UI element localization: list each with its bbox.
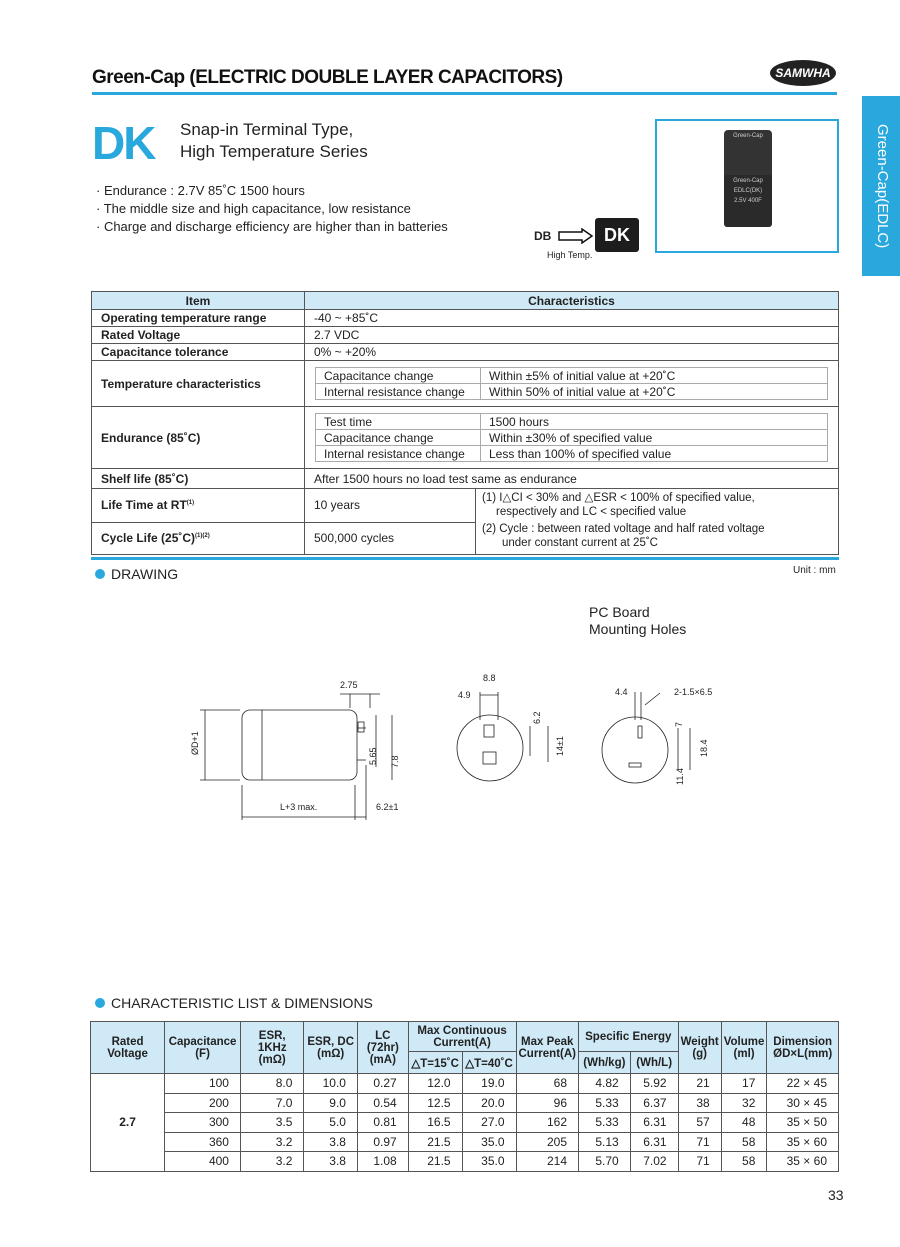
table-cell: 1.08 <box>357 1152 408 1172</box>
cap-brand-text: Green-Cap <box>733 133 763 139</box>
table-cell: 0.81 <box>357 1113 408 1133</box>
dim-label: 7 <box>674 721 684 727</box>
table-row <box>91 1132 839 1152</box>
col-dimension-unit: ØD×L(mm) <box>773 1047 833 1060</box>
dim-label: 6.2 <box>532 711 542 724</box>
subtable-key: Internal resistance change <box>316 384 481 400</box>
subtable-value: Within 50% of initial value at +20˚C <box>481 384 828 400</box>
col-capacitance-label: Capacitance <box>168 1035 237 1048</box>
spec-row <box>92 344 839 361</box>
page-title: Green-Cap (ELECTRIC DOUBLE LAYER CAPACITORS) <box>92 67 563 88</box>
table-cell: 3.8 <box>304 1132 358 1152</box>
spec-row <box>92 407 839 469</box>
table-cell: 48 <box>721 1113 767 1133</box>
col-weight-unit: (g) <box>692 1047 707 1060</box>
unit-note: Unit : mm <box>793 565 836 576</box>
list-table-wrap <box>90 1021 839 1172</box>
table-cell: 0.54 <box>357 1093 408 1113</box>
table-cell: 5.92 <box>630 1074 678 1094</box>
subtable-key: Internal resistance change <box>316 446 481 462</box>
subtable-value: Less than 100% of specified value <box>481 446 828 462</box>
table-cell: 38 <box>678 1093 721 1113</box>
feature-item: · Endurance : 2.7V 85˚C 1500 hours <box>96 183 305 198</box>
table-cell: 4.82 <box>579 1074 631 1094</box>
col-esr-dc-unit: (mΩ) <box>317 1047 345 1060</box>
table-cell: 5.33 <box>579 1093 631 1113</box>
table-row <box>91 1093 839 1113</box>
spec-value: -40 ~ +85˚C <box>305 310 839 327</box>
table-cell: 35.0 <box>462 1152 516 1172</box>
table-cell: 7.0 <box>240 1093 303 1113</box>
table-cell: 6.37 <box>630 1093 678 1113</box>
dim-label: 4.4 <box>615 687 628 697</box>
table-cell: 35.0 <box>462 1132 516 1152</box>
rated-voltage-cell: 2.7 <box>91 1074 165 1172</box>
dim-label: L+3 max. <box>280 802 318 812</box>
series-subtitle-line2: High Temperature Series <box>180 142 368 161</box>
mounting-holes-label: Mounting Holes <box>589 621 687 637</box>
spec-subtable-cell <box>305 361 839 407</box>
table-cell: 300 <box>165 1113 241 1133</box>
lineage-to: DK <box>595 218 639 252</box>
temp-char-subtable <box>315 367 828 400</box>
col-max-peak: Max Peak Current(A) <box>516 1022 579 1074</box>
table-cell: 17 <box>721 1074 767 1094</box>
characteristic-list-table <box>90 1021 839 1172</box>
lineage-from: DB <box>534 229 552 243</box>
table-row <box>91 1152 839 1172</box>
feature-item: · The middle size and high capacitance, low resistance <box>96 201 411 216</box>
spec-table-wrap <box>91 291 839 555</box>
cycle-note-cell <box>476 522 839 554</box>
col-dimension-label: Dimension <box>773 1035 833 1048</box>
col-rated-voltage: Rated Voltage <box>91 1022 165 1074</box>
table-row <box>91 1113 839 1133</box>
table-cell: 20.0 <box>462 1093 516 1113</box>
subtable-key: Test time <box>316 414 481 430</box>
table-cell: 12.5 <box>408 1093 462 1113</box>
col-weight <box>678 1022 721 1074</box>
col-capacitance-unit: (F) <box>195 1047 210 1060</box>
bullet-dot-icon <box>95 569 105 579</box>
bullet-dot-icon <box>95 998 105 1008</box>
bottom-view <box>457 692 548 781</box>
col-whkg: (Wh/kg) <box>579 1052 631 1074</box>
page-number: 33 <box>828 1187 844 1203</box>
table-cell: 58 <box>721 1132 767 1152</box>
col-esr-1khz <box>240 1022 303 1074</box>
table-cell: 8.0 <box>240 1074 303 1094</box>
col-whl: (Wh/L) <box>630 1052 678 1074</box>
table-cell: 71 <box>678 1132 721 1152</box>
table-cell: 35 × 60 <box>767 1132 839 1152</box>
table-cell: 35 × 60 <box>767 1152 839 1172</box>
table-cell: 400 <box>165 1152 241 1172</box>
feature-item: · Charge and discharge efficiency are higher than in batteries <box>96 219 448 234</box>
table-cell: 3.2 <box>240 1132 303 1152</box>
dim-label: 6.2±1 <box>376 802 399 812</box>
col-esr-dc <box>304 1022 358 1074</box>
lineage-note: High Temp. <box>547 250 593 260</box>
cap-model-text: EDLC(DK) <box>733 188 763 194</box>
spec-label: Rated Voltage <box>92 327 305 344</box>
spec-header-item: Item <box>92 292 305 310</box>
col-lc <box>357 1022 408 1074</box>
dim-label: 4.9 <box>458 690 471 700</box>
subtable-key: Capacitance change <box>316 368 481 384</box>
spec-value: 0% ~ +20% <box>305 344 839 361</box>
table-cell: 35 × 50 <box>767 1113 839 1133</box>
spec-row <box>92 361 839 407</box>
spec-label <box>92 522 305 554</box>
cap-rating-text: 2.5V 400F <box>734 198 762 204</box>
table-cell: 0.27 <box>357 1074 408 1094</box>
cycle-label: Cycle Life (25˚C) <box>101 531 196 545</box>
note-2b: under constant current at 25˚C <box>502 536 658 549</box>
table-cell: 214 <box>516 1152 579 1172</box>
dim-label: 5.65 <box>368 747 378 765</box>
table-cell: 19.0 <box>462 1074 516 1094</box>
table-cell: 12.0 <box>408 1074 462 1094</box>
dim-label: 7.8 <box>390 755 400 768</box>
spec-label <box>92 489 305 523</box>
table-cell: 68 <box>516 1074 579 1094</box>
col-weight-label: Weight <box>680 1035 719 1048</box>
col-volume-label: Volume <box>723 1035 765 1048</box>
cycle-footnote: (1)(2) <box>195 533 210 539</box>
table-cell: 57 <box>678 1113 721 1133</box>
table-cell: 21.5 <box>408 1152 462 1172</box>
table-cell: 5.13 <box>579 1132 631 1152</box>
spec-row <box>92 522 839 554</box>
title-rule <box>92 92 837 95</box>
table-cell: 6.31 <box>630 1113 678 1133</box>
col-capacitance <box>165 1022 241 1074</box>
col-dt40: △T=40˚C <box>462 1052 516 1074</box>
dim-label: 18.4 <box>699 739 709 757</box>
spec-label: Shelf life (85˚C) <box>92 469 305 489</box>
drawing-title: DRAWING <box>111 566 179 582</box>
dim-label: 8.8 <box>483 673 496 683</box>
dim-label: 2.75 <box>340 680 358 690</box>
spec-label: Endurance (85˚C) <box>92 407 305 469</box>
spec-header-row <box>92 292 839 310</box>
table-cell: 10.0 <box>304 1074 358 1094</box>
table-cell: 205 <box>516 1132 579 1152</box>
table-cell: 27.0 <box>462 1113 516 1133</box>
cap-brand-text: Green-Cap <box>733 178 763 184</box>
dim-label: ØD+1 <box>190 731 200 755</box>
life-footnote: (1) <box>186 500 195 507</box>
note-2a: (2) Cycle : between rated voltage and half rated voltage <box>482 523 765 535</box>
spec-value: 10 years <box>305 489 476 523</box>
spec-label: Temperature characteristics <box>92 361 305 407</box>
spec-subtable-cell <box>305 407 839 469</box>
table-row <box>91 1074 839 1094</box>
note-1b: respectively and LC < specified value <box>496 505 687 518</box>
table-cell: 7.02 <box>630 1152 678 1172</box>
table-cell: 3.8 <box>304 1152 358 1172</box>
dim-label: 14±1 <box>555 736 565 756</box>
side-tab-label: Green-Cap(EDLC) <box>874 124 891 249</box>
samwha-logo: SAMWHA <box>770 60 836 86</box>
subtable-value: 1500 hours <box>481 414 828 430</box>
capacitor-image-front <box>724 175 772 227</box>
series-subtitle-line1: Snap-in Terminal Type, <box>180 120 354 139</box>
spec-row <box>92 327 839 344</box>
subtable-value: Within ±30% of specified value <box>481 430 828 446</box>
list-header-row <box>91 1022 839 1052</box>
col-specific-energy: Specific Energy <box>579 1022 679 1052</box>
col-esr-dc-label: ESR, DC <box>307 1035 355 1048</box>
table-cell: 5.70 <box>579 1152 631 1172</box>
col-volume-unit: (ml) <box>733 1047 755 1060</box>
spec-value: After 1500 hours no load test same as endurance <box>305 469 839 489</box>
list-table-body <box>91 1074 839 1172</box>
list-section-heading <box>95 995 373 1011</box>
table-cell: 5.33 <box>579 1113 631 1133</box>
table-cell: 30 × 45 <box>767 1093 839 1113</box>
lineage-arrow-icon <box>558 228 594 244</box>
spec-value: 500,000 cycles <box>305 522 476 554</box>
series-code: DK <box>92 117 155 169</box>
table-cell: 162 <box>516 1113 579 1133</box>
table-cell: 21 <box>678 1074 721 1094</box>
table-cell: 6.31 <box>630 1132 678 1152</box>
table-cell: 360 <box>165 1132 241 1152</box>
table-cell: 5.0 <box>304 1113 358 1133</box>
col-esr-1khz-label: ESR, 1KHz <box>257 1029 287 1054</box>
drawing-section-heading <box>95 566 178 582</box>
table-cell: 58 <box>721 1152 767 1172</box>
table-cell: 9.0 <box>304 1093 358 1113</box>
table-cell: 22 × 45 <box>767 1074 839 1094</box>
col-volume <box>721 1022 767 1074</box>
dimension-drawing <box>180 670 740 830</box>
spec-label: Capacitance tolerance <box>92 344 305 361</box>
spec-row <box>92 469 839 489</box>
table-cell: 71 <box>678 1152 721 1172</box>
col-dt15: △T=15˚C <box>408 1052 462 1074</box>
table-cell: 16.5 <box>408 1113 462 1133</box>
dim-label: 11.4 <box>675 768 685 785</box>
spec-bottom-rule <box>91 557 839 560</box>
col-lc-unit: (mA) <box>369 1053 396 1066</box>
col-dimension <box>767 1022 839 1074</box>
spec-table <box>91 291 839 555</box>
table-cell: 3.5 <box>240 1113 303 1133</box>
life-note-cell <box>476 489 839 523</box>
spec-row <box>92 310 839 327</box>
col-esr-1khz-unit: (mΩ) <box>258 1053 286 1066</box>
pc-board-label: PC Board <box>589 604 650 620</box>
table-cell: 0.97 <box>357 1132 408 1152</box>
table-cell: 96 <box>516 1093 579 1113</box>
endurance-subtable <box>315 413 828 462</box>
col-max-continuous: Max Continuous Current(A) <box>408 1022 516 1052</box>
table-cell: 32 <box>721 1093 767 1113</box>
col-lc-label: LC (72hr) <box>366 1029 399 1054</box>
subtable-key: Capacitance change <box>316 430 481 446</box>
spec-label: Operating temperature range <box>92 310 305 327</box>
subtable-value: Within ±5% of initial value at +20˚C <box>481 368 828 384</box>
table-cell: 21.5 <box>408 1132 462 1152</box>
table-cell: 200 <box>165 1093 241 1113</box>
spec-header-characteristics: Characteristics <box>305 292 839 310</box>
spec-value: 2.7 VDC <box>305 327 839 344</box>
table-cell: 100 <box>165 1074 241 1094</box>
spec-row <box>92 489 839 523</box>
note-1a: (1) I△CI < 30% and △ESR < 100% of specified value, <box>482 492 755 504</box>
dim-label: 2-1.5×6.5 <box>674 687 713 697</box>
table-cell: 3.2 <box>240 1152 303 1172</box>
life-label: Life Time at RT <box>101 498 187 513</box>
list-title: CHARACTERISTIC LIST & DIMENSIONS <box>111 995 373 1011</box>
